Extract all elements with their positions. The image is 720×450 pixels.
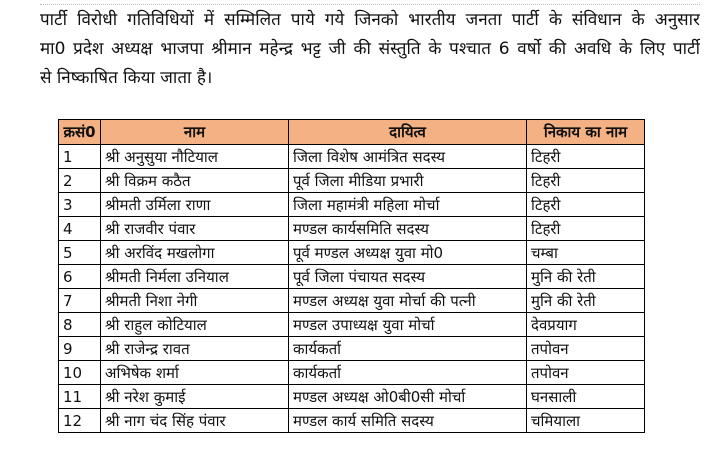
cell-serial: 10 [59,361,101,385]
table-row [59,241,645,265]
cell-serial: 4 [59,217,101,241]
header-name: नाम [101,120,289,145]
cell-serial: 12 [59,409,101,433]
cell-body-name: चमियाला [527,409,645,433]
table-row [59,193,645,217]
table-row [59,313,645,337]
table-row [59,145,645,169]
cell-serial: 1 [59,145,101,169]
cell-responsibility: मण्डल कार्यसमिति सदस्य [289,217,527,241]
cell-name: श्री अनुसुया नौटियाल [101,145,289,169]
table-row [59,265,645,289]
header-serial: क्रसं0 [59,120,101,145]
cell-body-name: टिहरी [527,145,645,169]
cell-serial: 3 [59,193,101,217]
table-row [59,409,645,433]
table-row [59,169,645,193]
table-row [59,361,645,385]
table-row [59,217,645,241]
paragraph-line-1: पार्टी विरोधी गतिविधियों में सम्मिलित पाये गये जिनको भारतीय जनता पार्टी के संविधान के अनुसार [40,10,700,30]
expelled-members-table [58,119,645,433]
cell-responsibility: कार्यकर्ता [289,337,527,361]
table-row [59,385,645,409]
cell-responsibility: कार्यकर्ता [289,361,527,385]
cell-body-name: मुनि की रेती [527,265,645,289]
cell-body-name: मुनि की रेती [527,289,645,313]
cell-responsibility: पूर्व जिला मीडिया प्रभारी [289,169,527,193]
cell-name: श्रीमती निशा नेगी [101,289,289,313]
cell-name: श्री राहुल कोटियाल [101,313,289,337]
cell-serial: 9 [59,337,101,361]
table-row [59,337,645,361]
cell-serial: 7 [59,289,101,313]
paragraph-line-2: मा0 प्रदेश अध्यक्ष भाजपा श्रीमान महेन्द्र भट्ट जी की संस्तुति के पश्चात 6 वर्षो की अवधि के लिए पार्टी [40,39,700,59]
cell-body-name: तपोवन [527,337,645,361]
table-header-row [59,120,645,145]
paragraph-line-3: से निष्काषित किया जाता है। [40,68,213,88]
cell-name: श्री विक्रम कठैत [101,169,289,193]
cropped-previous-line [40,0,700,5]
cell-name: श्री राजेन्द्र रावत [101,337,289,361]
cell-body-name: टिहरी [527,217,645,241]
cell-serial: 11 [59,385,101,409]
cell-serial: 8 [59,313,101,337]
cell-name: श्री अरविंद मखलोगा [101,241,289,265]
cell-responsibility: पूर्व जिला पंचायत सदस्य [289,265,527,289]
cell-body-name: टिहरी [527,169,645,193]
cell-responsibility: मण्डल उपाध्यक्ष युवा मोर्चा [289,313,527,337]
cell-serial: 5 [59,241,101,265]
cell-body-name: तपोवन [527,361,645,385]
cell-responsibility: मण्डल अध्यक्ष युवा मोर्चा की पत्नी [289,289,527,313]
cell-name: श्रीमती उर्मिला राणा [101,193,289,217]
cell-responsibility: मण्डल अध्यक्ष ओ0बी0सी मोर्चा [289,385,527,409]
cell-name: श्रीमती निर्मला उनियाल [101,265,289,289]
cell-serial: 6 [59,265,101,289]
cell-name: श्री नरेश कुमाई [101,385,289,409]
cell-name: अभिषेक शर्मा [101,361,289,385]
cell-body-name: घनसाली [527,385,645,409]
cell-responsibility: मण्डल कार्य समिति सदस्य [289,409,527,433]
cell-body-name: चम्बा [527,241,645,265]
cell-responsibility: पूर्व मण्डल अध्यक्ष युवा मो0 [289,241,527,265]
header-responsibility: दायित्व [289,120,527,145]
cell-responsibility: जिला विशेष आमंत्रित सदस्य [289,145,527,169]
header-body-name: निकाय का नाम [527,120,645,145]
cell-body-name: देवप्रयाग [527,313,645,337]
cell-name: श्री राजवीर पंवार [101,217,289,241]
table-row [59,289,645,313]
cell-name: श्री नाग चंद सिंह पंवार [101,409,289,433]
cell-serial: 2 [59,169,101,193]
body-paragraph [40,6,700,93]
cell-body-name: टिहरी [527,193,645,217]
cell-responsibility: जिला महामंत्री महिला मोर्चा [289,193,527,217]
